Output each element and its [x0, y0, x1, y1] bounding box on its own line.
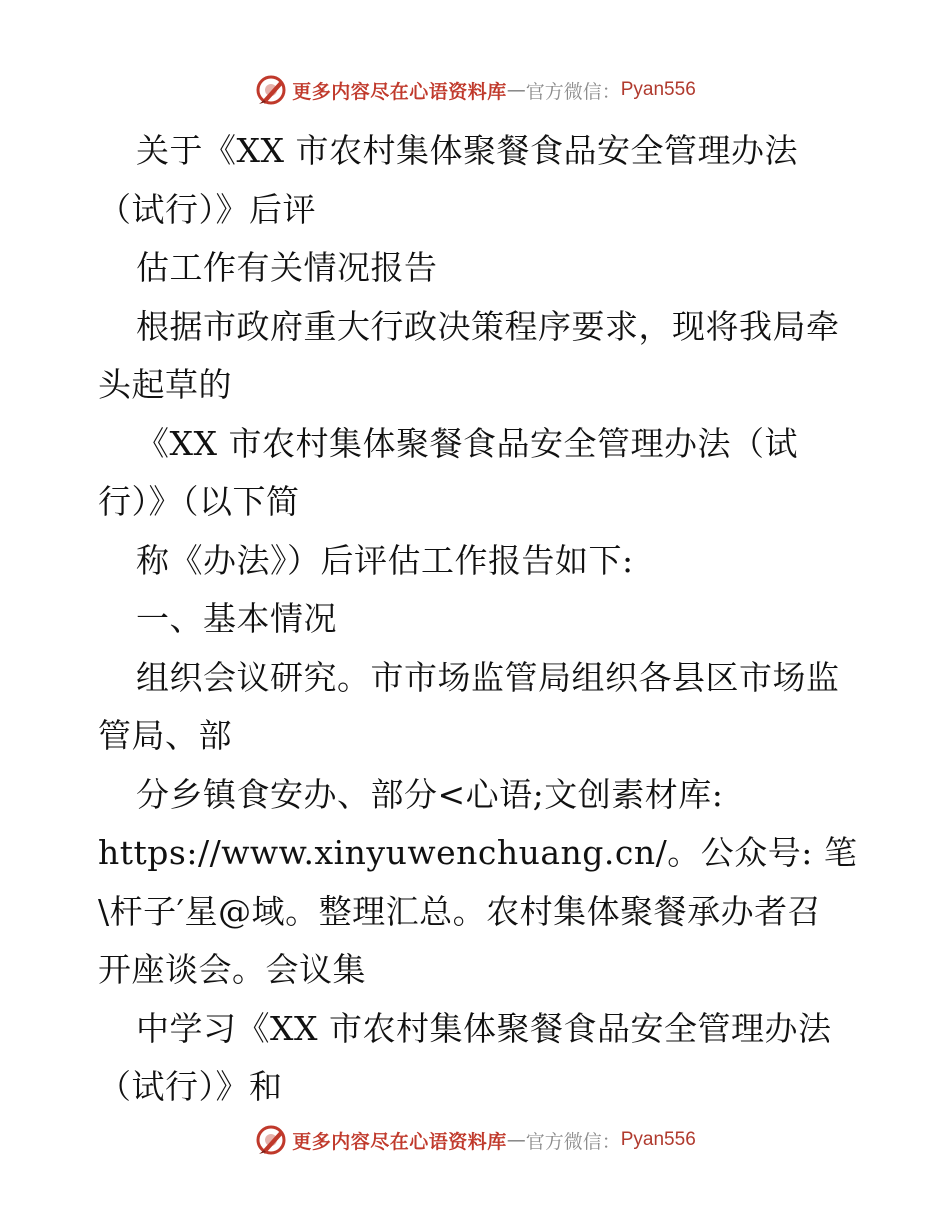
- brush-logo-icon: [254, 73, 288, 107]
- document-line: https://www.xinyuwenchuang.cn/。公众号: 笔: [98, 833, 858, 872]
- document-line: 管局、部: [98, 716, 232, 755]
- document-line: 估工作有关情况报告: [136, 248, 438, 287]
- document-line: 称《办法》）后评估工作报告如下:: [136, 540, 634, 580]
- document-line: 根据市政府重大行政决策程序要求，现将我局牵: [136, 306, 840, 346]
- document-line: 开座谈会。会议集: [98, 950, 366, 989]
- banner-wechat-id: Pyan556: [620, 79, 696, 100]
- banner-main-text: 更多内容尽在心语资料库: [292, 1130, 507, 1153]
- banner-sub-text: 官方微信：: [525, 1130, 621, 1153]
- document-line: \杆子′星@域。整理汇总。农村集体聚餐承办者召: [98, 891, 822, 931]
- document-line: 组织会议研究。市市场监管局组织各县区市场监: [136, 657, 840, 697]
- banner-sub-text: 官方微信：: [525, 80, 621, 103]
- document-line: （试行）》和: [98, 1067, 283, 1106]
- footer-watermark-banner: [0, 1120, 950, 1160]
- document-line: 中学习《XX 市农村集体聚餐食品安全管理办法: [136, 1008, 832, 1048]
- banner-separator: —: [506, 79, 526, 101]
- brush-logo-icon: [254, 1123, 288, 1157]
- header-watermark-banner: [0, 70, 950, 110]
- document-body: [98, 122, 868, 1117]
- document-line: 行）》（以下简: [98, 482, 300, 521]
- banner-wechat-id: Pyan556: [620, 1129, 696, 1150]
- document-line: 分乡镇食安办、部分<心语;文创素材库:: [136, 774, 724, 814]
- document-line: 一、基本情况: [136, 599, 337, 638]
- document-line: （试行）》后评: [98, 189, 316, 229]
- document-line: 关于《XX 市农村集体聚餐食品安全管理办法: [136, 131, 798, 170]
- document-line: 《XX 市农村集体聚餐食品安全管理办法（试: [136, 423, 798, 463]
- banner-separator: —: [506, 1129, 526, 1151]
- banner-main-text: 更多内容尽在心语资料库: [292, 80, 507, 103]
- document-line: 头起草的: [98, 365, 232, 404]
